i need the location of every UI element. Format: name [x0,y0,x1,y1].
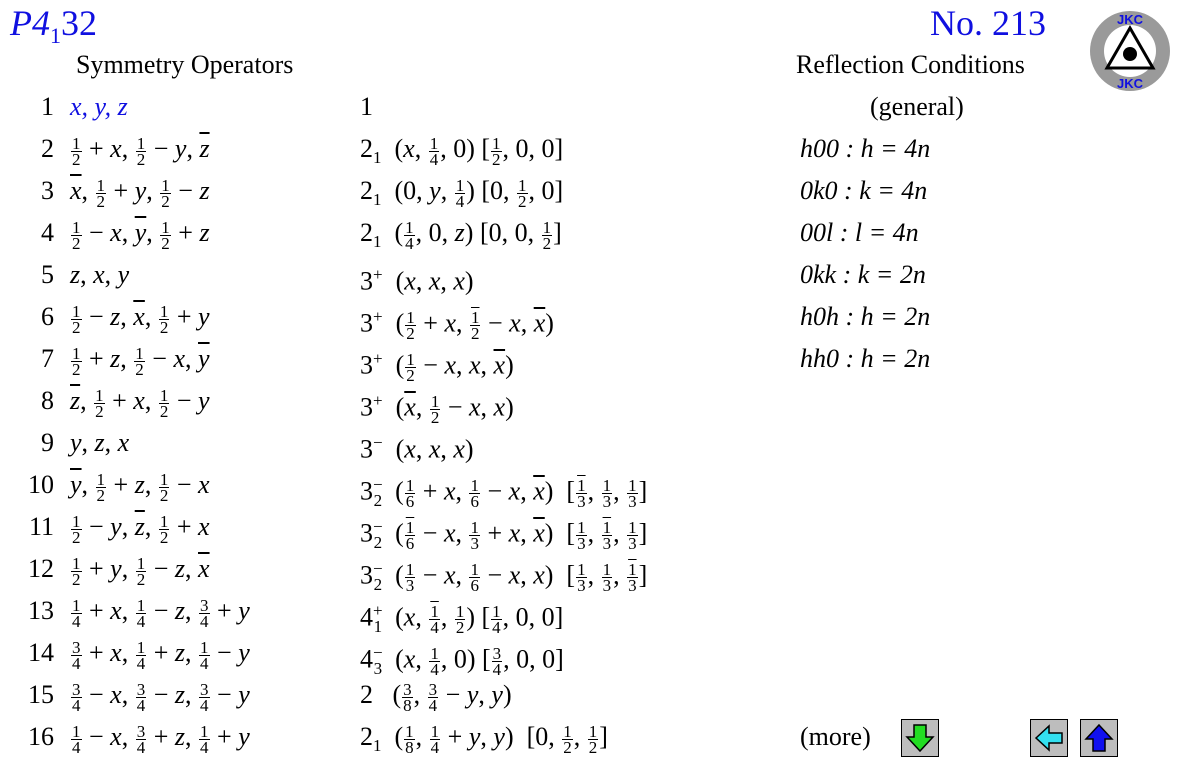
row-number: 13 [28,596,54,625]
operator-symbol-11: $3^-_2$ ( $\frac{1}{6}$ − x, $\frac{1}{3}$ + x, $\overline{x}$) [ $\frac{1}{3}$ , $\frac{1}{3}$ , $\frac{1}{3}$ ] [360,517,648,554]
row-number: 5 [41,260,54,289]
operator-coord-3: $\overline{x}$, $\frac{1}{2}$ + y, $\frac{1}{2}$ − z [70,175,210,211]
reflection-condition: 0kk : k = 2n [800,260,926,289]
operator-symbol-15: 2 ( $\frac{3}{8}$ , $\frac{3}{4}$ − y, y) [360,679,512,715]
operator-coord-4: $\frac{1}{2}$ − x, $\overline{y}$, $\frac{1}{2}$ + z [72,217,210,253]
operator-symbol-3: $2_1$ (0, y, $\frac{1}{4}$ ) [0, $\frac{1}{2}$ , 0] [360,175,564,211]
operator-symbol-4: $2_1$ ( $\frac{1}{4}$ , 0, z) [0, 0, $\frac{1}{2}$ ] [360,217,562,253]
operator-coord-14: $\frac{3}{4}$ + x, $\frac{1}{4}$ + z, $\frac{1}{4}$ − y [72,637,250,673]
operator-coord-13: $\frac{1}{4}$ + x, $\frac{1}{4}$ − z, $\frac{3}{4}$ + y [72,595,250,631]
operator-symbol-13: $4^+_1$ (x, $\frac{1}{4}$ , $\frac{1}{2}$ ) [ $\frac{1}{4}$ , 0, 0] [360,601,564,638]
operator-coord-12: $\frac{1}{2}$ + y, $\frac{1}{2}$ − z, $\overline{x}$ [72,553,210,589]
operator-coord-6: $\frac{1}{2}$ − z, $\overline{x}$, $\frac{1}{2}$ + y [72,301,210,337]
reflection-condition: hh0 : h = 2n [800,344,931,373]
row-number: 12 [28,554,54,583]
reflection-condition: 0k0 : k = 4n [800,176,928,205]
operator-coord-7: $\frac{1}{2}$ + z, $\frac{1}{2}$ − x, $\overline{y}$ [72,343,210,379]
operator-symbol-9: 3− (x, x, x) [360,433,474,464]
operator-symbol-5: 3+ (x, x, x) [360,265,474,296]
operator-coord-5: z, x, y [70,260,130,289]
row-number: 11 [28,512,54,541]
operator-symbol-6: 3+ ( $\frac{1}{2}$ + x, $\frac{1}{2}$ − x, $\overline{x}$) [360,307,554,344]
operator-coord-16: $\frac{1}{4}$ − x, $\frac{3}{4}$ + z, $\frac{1}{4}$ + y [72,721,250,757]
down-arrow-icon [905,723,935,753]
row-number: 14 [28,638,54,667]
svg-text:JKC: JKC [1116,12,1144,27]
operator-coord-1: x, y, z [70,92,128,121]
previous-button[interactable] [1030,719,1068,757]
operator-coord-2: $\frac{1}{2}$ + x, $\frac{1}{2}$ − y, $\overline{z}$ [72,133,210,169]
row-number: 8 [41,386,54,415]
row-number: 3 [41,176,54,205]
space-group-number: No. 213 [930,3,1046,43]
operator-coord-10: $\overline{y}$, $\frac{1}{2}$ + z, $\frac{1}{2}$ − x [70,469,210,505]
up-button[interactable] [1080,719,1118,757]
row-number: 15 [28,680,54,709]
reflection-condition: h0h : h = 2n [800,302,931,331]
row-number: 2 [41,134,54,163]
more-label: (more) [800,722,871,751]
operator-coord-8: $\overline{z}$, $\frac{1}{2}$ + x, $\frac{1}{2}$ − y [70,385,210,421]
operator-coord-11: $\frac{1}{2}$ − y, $\overline{z}$, $\frac{1}{2}$ + x [72,511,210,547]
operator-symbol-7: 3+ ( $\frac{1}{2}$ − x, x, $\overline{x}$) [360,349,514,386]
operator-symbol-14: $4^-_3$ (x, $\frac{1}{4}$ , 0) [ $\frac{3}{4}$ , 0, 0] [360,643,564,680]
more-down-button[interactable] [901,719,939,757]
svg-text:JKC: JKC [1116,76,1144,91]
operator-symbol-8: 3+ ($\overline{x}$, $\frac{1}{2}$ − x, x) [360,391,514,428]
row-number: 7 [41,344,54,373]
operator-coord-15: $\frac{3}{4}$ − x, $\frac{3}{4}$ − z, $\frac{3}{4}$ − y [72,679,250,715]
row-number: 4 [41,218,54,247]
symmetry-operators-header: Symmetry Operators [76,50,294,79]
operator-symbol-1: 1 [360,92,373,121]
operator-symbol-16: $2_1$ ( $\frac{1}{8}$ , $\frac{1}{4}$ + y, y) [0, $\frac{1}{2}$ , $\frac{1}{2}$ ] [360,721,608,757]
operator-symbol-2: $2_1$ (x, $\frac{1}{4}$ , 0) [ $\frac{1}{2}$ , 0, 0] [360,133,564,169]
general-label: (general) [870,92,964,121]
reflection-conditions-header: Reflection Conditions [796,50,1025,79]
row-number: 9 [41,428,54,457]
reflection-condition: h00 : h = 4n [800,134,931,163]
row-number: 1 [41,92,54,121]
space-group-symbol: $P4_132$ [10,3,97,49]
operator-symbol-10: $3^-_2$ ( $\frac{1}{6}$ + x, $\frac{1}{6}$ − x, $\overline{x}$) [ $\frac{1}{3}$ , $\frac{1}{3}$ , $\frac{1}{3}$ ] [360,475,648,512]
left-arrow-icon [1034,723,1064,753]
row-number: 10 [28,470,54,499]
row-number: 16 [28,722,54,751]
jkc-logo[interactable] [1089,10,1171,92]
operator-coord-9: y, z, x [70,428,130,457]
up-arrow-icon [1084,723,1114,753]
operator-symbol-12: $3^-_2$ ( $\frac{1}{3}$ − x, $\frac{1}{6}$ − x, x) [ $\frac{1}{3}$ , $\frac{1}{3}$ , $\frac{1}{3}$ ] [360,559,648,596]
reflection-condition: 00l : l = 4n [800,218,919,247]
row-number: 6 [41,302,54,331]
